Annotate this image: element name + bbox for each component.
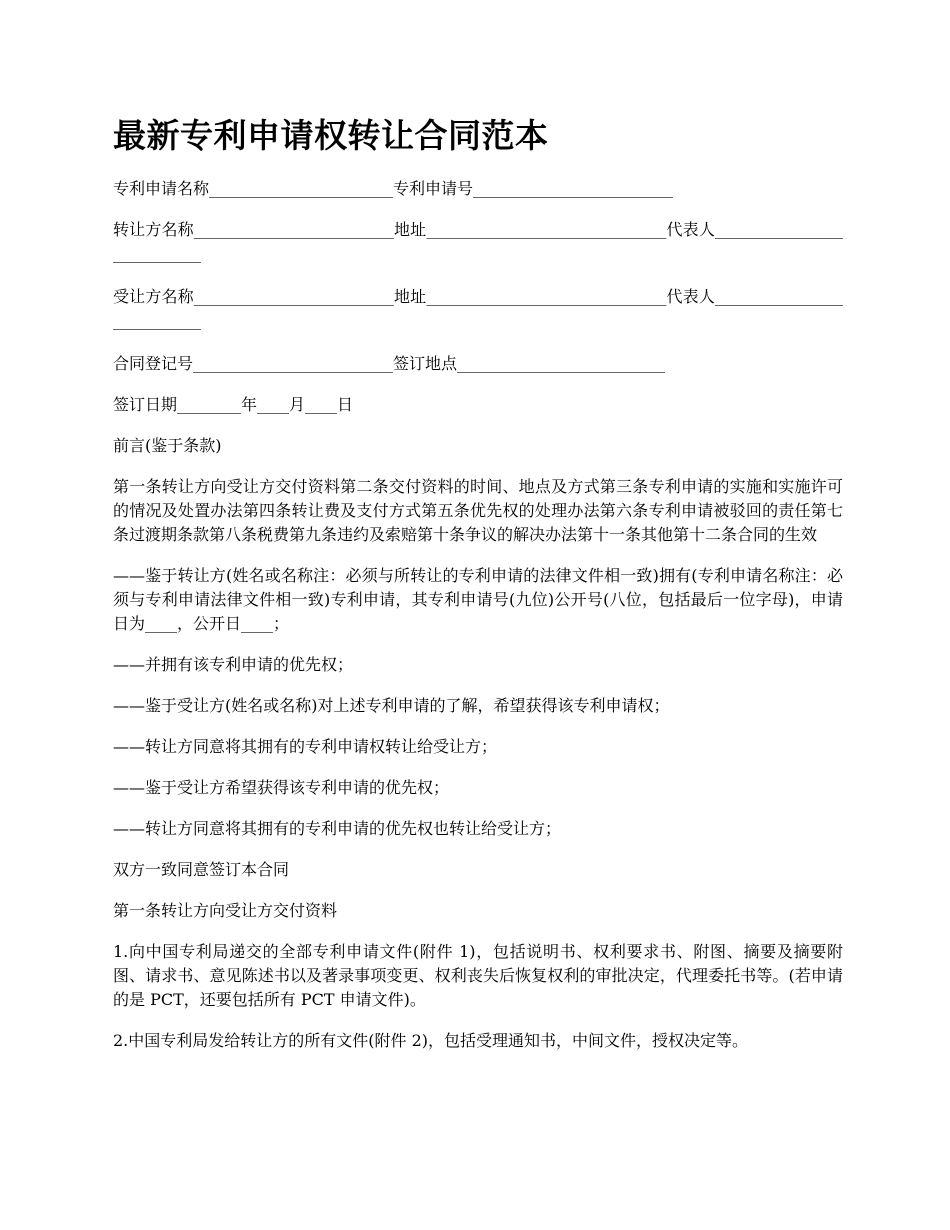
article1-heading: 第一条转让方向受让方交付资料 <box>113 901 338 920</box>
recital-paragraph: ——转让方同意将其拥有的专利申请的优先权也转让给受让方； <box>113 819 562 838</box>
recital-paragraph: ——鉴于受让方希望获得该专利申请的优先权； <box>113 778 450 797</box>
registration-field: 合同登记号_________________________签订地点__________________________ <box>113 354 666 373</box>
recital-paragraph: ——转让方同意将其拥有的专利申请权转让给受让方； <box>113 737 498 756</box>
article1-item: 1.向中国专利局递交的全部专利申请文件(附件 1)，包括说明书、权利要求书、附图、摘要及摘要附图、请求书、意见陈述书以及著录事项变更、权利丧失后恢复权利的审批决定，代理委托书等。(若申请的是 PCT，还要包括所有 PCT 申请文件)。 <box>113 942 843 1009</box>
preamble-heading: 前言(鉴于条款) <box>113 436 222 455</box>
agreement-line: 双方一致同意签订本合同 <box>113 860 290 879</box>
assignor-field: 转让方名称_________________________地址______________________________代表人___________________________ <box>113 220 843 263</box>
toc-paragraph: 第一条转让方向受让方交付资料第二条交付资料的时间、地点及方式第三条专利申请的实施和实施许可的情况及处置办法第四条转让费及支付方式第五条优先权的处理办法第六条专利申请被驳回的责任第七条过渡期条款第八条税费第九条违约及索赔第十条争议的解决办法第十一条其他第十二条合同的生效 <box>113 477 843 544</box>
document-title: 最新专利申请权转让合同范本 <box>113 116 549 155</box>
document-page <box>113 112 843 1070</box>
recital-paragraph: ——并拥有该专利申请的优先权； <box>113 655 354 674</box>
assignee-field: 受让方名称_________________________地址______________________________代表人___________________________ <box>113 287 843 330</box>
patent-name-field: 专利申请名称_______________________专利申请号_________________________ <box>113 179 674 198</box>
recital-paragraph: ——鉴于受让方(姓名或名称)对上述专利申请的了解，希望获得该专利申请权； <box>113 696 670 715</box>
article1-item: 2.中国专利局发给转让方的所有文件(附件 2)，包括受理通知书，中间文件，授权决定等。 <box>113 1031 749 1050</box>
signing-date-field: 签订日期________年____月____日 <box>113 395 354 414</box>
recital-paragraph: ——鉴于转让方(姓名或名称注：必须与所转让的专利申请的法律文件相一致)拥有(专利申请名称注：必须与专利申请法律文件相一致)专利申请，其专利申请号(九位)公开号(八位，包括最后一位字母)，申请日为____，公开日____； <box>113 566 843 633</box>
